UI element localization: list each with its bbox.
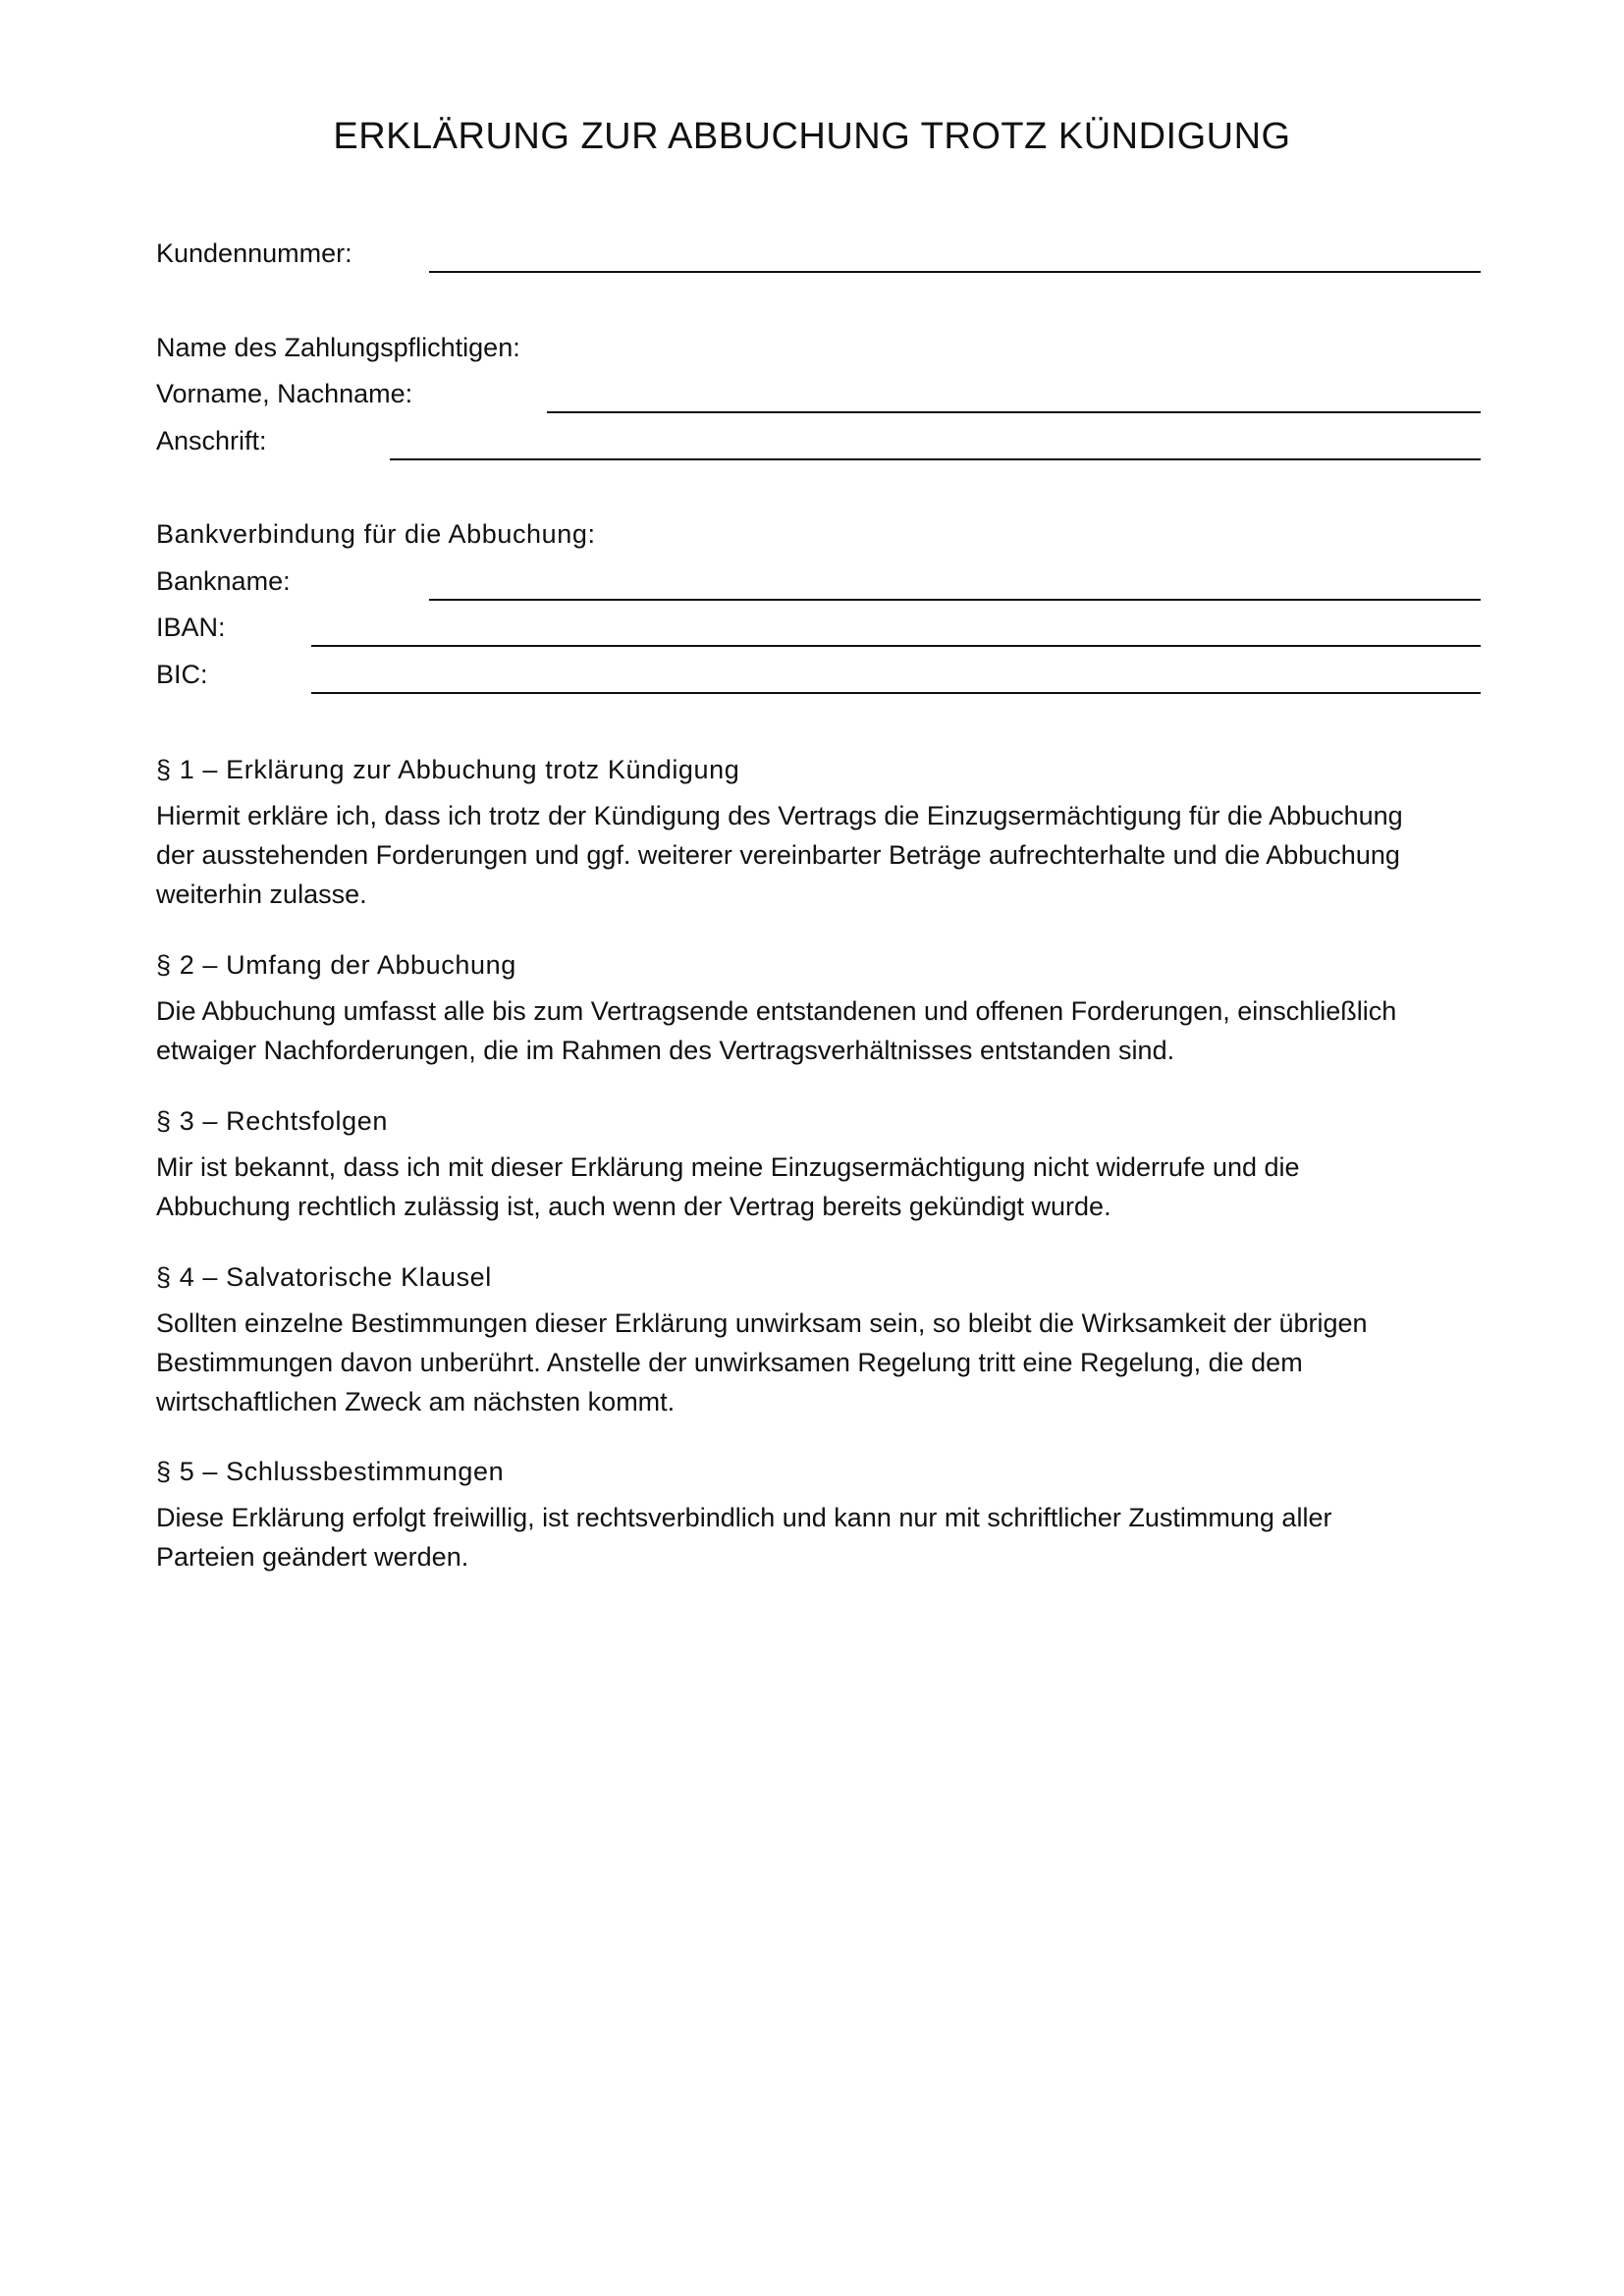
section-2-line: Die Abbuchung umfasst alle bis zum Vertragsende entstandenen und offenen Forderungen, einschließlich xyxy=(156,996,1397,1026)
section-4-line: Bestimmungen davon unberührt. Anstelle der unwirksamen Regelung tritt eine Regelung, die dem xyxy=(156,1348,1303,1377)
name-field[interactable] xyxy=(547,411,1481,413)
section-4-line: Sollten einzelne Bestimmungen dieser Erklärung unwirksam sein, so bleibt die Wirksamkeit der übrigen xyxy=(156,1308,1368,1338)
address-label: Anschrift: xyxy=(156,426,267,455)
section-5-body xyxy=(156,1498,1482,1576)
section-5-line: Parteien geändert werden. xyxy=(156,1542,469,1572)
bic-field[interactable] xyxy=(311,692,1481,694)
bank-name-field[interactable] xyxy=(429,599,1481,601)
section-3-heading: § 3 – Rechtsfolgen xyxy=(156,1106,388,1136)
payer-heading: Name des Zahlungspflichtigen: xyxy=(156,333,520,362)
bank-name-label: Bankname: xyxy=(156,566,291,596)
section-3-line: Mir ist bekannt, dass ich mit dieser Erklärung meine Einzugsermächtigung nicht widerrufe und die xyxy=(156,1152,1300,1182)
bank-heading: Bankverbindung für die Abbuchung: xyxy=(156,519,596,549)
customer-number-field[interactable] xyxy=(429,271,1481,273)
name-label: Vorname, Nachname: xyxy=(156,379,413,408)
section-3-line: Abbuchung rechtlich zulässig ist, auch wenn der Vertrag bereits gekündigt wurde. xyxy=(156,1192,1111,1221)
bic-label: BIC: xyxy=(156,660,208,689)
section-2-line: etwaiger Nachforderungen, die im Rahmen des Vertragsverhältnisses entstanden sind. xyxy=(156,1036,1175,1065)
document-title: ERKLÄRUNG ZUR ABBUCHUNG TROTZ KÜNDIGUNG xyxy=(333,116,1291,157)
section-1-heading: § 1 – Erklärung zur Abbuchung trotz Kündigung xyxy=(156,755,740,784)
section-4-line: wirtschaftlichen Zweck am nächsten kommt. xyxy=(156,1387,676,1416)
section-2-body xyxy=(156,991,1482,1070)
iban-label: IBAN: xyxy=(156,613,226,642)
section-1-line: weiterhin zulasse. xyxy=(156,880,367,909)
customer-number-label: Kundennummer: xyxy=(156,239,352,268)
section-5-heading: § 5 – Schlussbestimmungen xyxy=(156,1457,505,1486)
iban-field[interactable] xyxy=(311,645,1481,647)
section-3-body xyxy=(156,1148,1482,1226)
section-1-line: der ausstehenden Forderungen und ggf. weiterer vereinbarter Beträge aufrechterhalte und die Abbuchung xyxy=(156,840,1400,870)
section-2-heading: § 2 – Umfang der Abbuchung xyxy=(156,950,516,980)
section-5-line: Diese Erklärung erfolgt freiwillig, ist rechtsverbindlich und kann nur mit schriftlicher Zustimmung aller xyxy=(156,1503,1332,1532)
section-1-line: Hiermit erkläre ich, dass ich trotz der Kündigung des Vertrags die Einzugsermächtigung für die Abbuchung xyxy=(156,801,1403,830)
section-4-heading: § 4 – Salvatorische Klausel xyxy=(156,1262,492,1292)
address-field[interactable] xyxy=(390,458,1481,460)
section-1-body xyxy=(156,796,1482,914)
section-4-body xyxy=(156,1304,1482,1421)
